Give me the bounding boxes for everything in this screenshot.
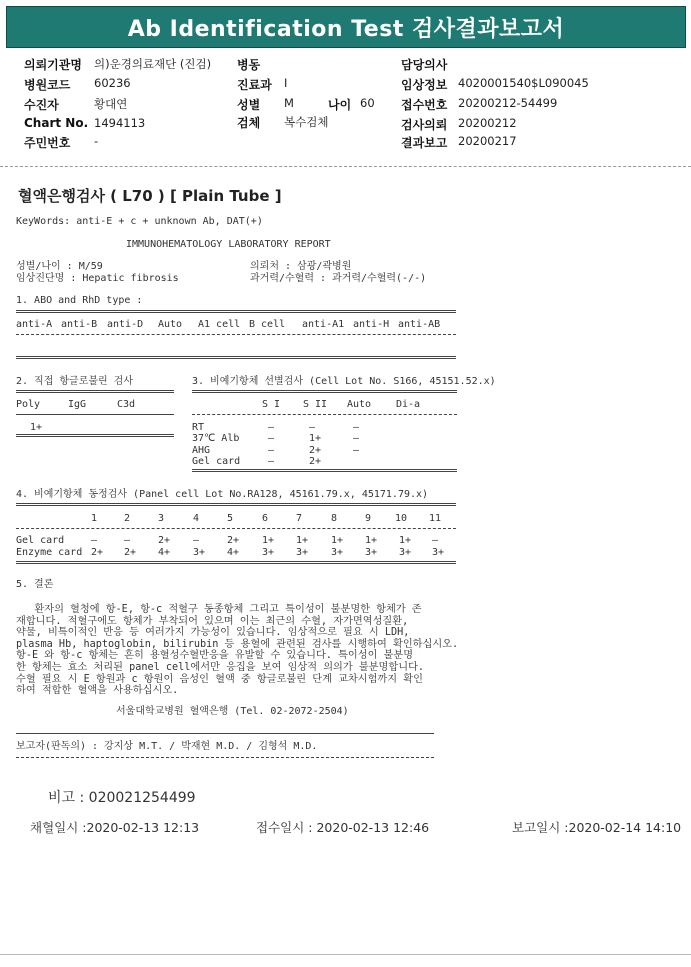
dat-title: 2. 직접 항글로불린 검사: [16, 376, 134, 387]
dat-value-poly: 1+: [30, 422, 43, 433]
panel-cell: 1+: [262, 535, 275, 546]
screen-cell: –: [353, 422, 360, 433]
panel-cell: 3+: [399, 547, 412, 558]
panel-cell: 2+: [124, 547, 137, 558]
hdr-label-ward: 병동: [237, 58, 261, 72]
panel-cell: 1+: [296, 535, 309, 546]
abo-col-anti-ab: anti-AB: [398, 319, 441, 330]
panel-title: 4. 비예기항체 동정검사 (Panel cell Lot No.RA128, 45161.79.x, 45171.79.x): [16, 489, 429, 500]
panel-rule-top: [16, 503, 456, 506]
dat-rule-bottom: [16, 434, 174, 437]
hdr-value-institution: 의)운경의료재단 (진검): [94, 57, 212, 71]
panel-cell: 2+: [91, 547, 104, 558]
abo-col-anti-h: anti-H: [353, 319, 390, 330]
hdr-value-specimen: 복수검체: [284, 115, 329, 129]
hdr-label-chart-no: Chart No.: [24, 116, 89, 130]
panel-cell: 3+: [432, 547, 445, 558]
panel-col: 2: [124, 513, 131, 524]
hdr-label-department: 진료과: [237, 78, 272, 92]
report-title: Ab Identification Test 검사결과보고서: [127, 16, 565, 42]
collection-datetime: 채혈일시 :2020-02-13 12:13: [30, 820, 200, 835]
screen-cell: –: [353, 445, 360, 456]
remark: 비고 : 020021254499: [48, 790, 196, 806]
hdr-label-resident-no: 주민번호: [24, 136, 71, 150]
hdr-label-report-date: 결과보고: [401, 136, 448, 150]
screen-cell: –: [268, 445, 275, 456]
conclusion-title: 5. 결론: [16, 579, 54, 590]
screen-col-s1: S I: [262, 399, 281, 410]
hdr-value-patient: 황대연: [94, 97, 128, 111]
hdr-label-patient: 수진자: [24, 98, 59, 112]
hdr-value-resident-no: -: [94, 134, 99, 148]
abo-col-anti-b: anti-B: [61, 319, 98, 330]
hdr-value-chart-no: 1494113: [94, 116, 146, 130]
screen-cell: 1+: [309, 433, 322, 444]
abo-title: 1. ABO and RhD type :: [16, 295, 143, 306]
screen-rule-top: [192, 390, 457, 393]
screen-cell: –: [353, 433, 360, 444]
dat-col-poly: Poly: [16, 399, 41, 410]
conclusion-text: 환자의 혈청에 항-E, 항-c 적혈구 동종항체 그리고 특이성이 불분명한 항체가 존 재합니다. 적혈구에도 항체가 부착되어 있으며 이는 최근의 수혈, 자가면역성질환, 약물, 비특이적인 반응 등 여러가지 가능성이 있습니다. 임상적으로 필요 시 LDH, plasma Hb, haptoglobin, bilirubin 등 용혈에 관련된 검사를 시행하여 확인하십시오. 항-E 와 항-c 항체는 흔히 용혈성수혈반응을 유발할 수 있습니다. 특이성이 불분명 한 항체는 효소 처리된 panel cell에서만 응집을 보여 임상적 의의가 불분명합니다. 수혈 필요 시 E 항원과 c 항원이 음성인 혈액 중 항글로불린 단계 교차시험까지 확인 하여 적합한 혈액을 사용하십시오.: [16, 604, 459, 697]
abo-col-auto: Auto: [158, 319, 183, 330]
hdr-label-specimen: 검체: [237, 116, 261, 130]
transfusion-history: 과거력/수혈력 : 과거력/수혈력(-/-): [250, 273, 427, 284]
panel-col: 10: [395, 513, 408, 524]
dat-rule-top: [16, 390, 174, 393]
panel-cell: 4+: [227, 547, 240, 558]
dat-rule-mid: [16, 414, 174, 415]
abo-col-anti-d: anti-D: [107, 319, 144, 330]
panel-col: 1: [91, 513, 98, 524]
hdr-value-report-date: 20200217: [458, 134, 517, 148]
abo-rule-mid: [16, 334, 456, 335]
hdr-value-sex: M: [284, 96, 294, 110]
panel-cell: –: [193, 535, 200, 546]
screen-cell: 2+: [309, 445, 322, 456]
screen-title: 3. 비예기항체 선별검사 (Cell Lot No. S166, 45151.52.x): [192, 376, 496, 387]
abo-col-anti-a1: anti-A1: [302, 319, 345, 330]
keywords: KeyWords: anti-E + c + unknown Ab, DAT(+): [16, 216, 263, 227]
screen-row-label: AHG: [192, 445, 211, 456]
panel-cell: 1+: [365, 535, 378, 546]
hdr-label-receipt-no: 접수번호: [401, 98, 448, 112]
report-title-bar: [6, 6, 686, 48]
panel-cell: 3+: [365, 547, 378, 558]
screen-col-auto: Auto: [347, 399, 372, 410]
panel-cell: –: [124, 535, 131, 546]
report-datetime: 보고일시 :2020-02-14 14:10: [512, 820, 682, 835]
hdr-label-sex: 성별: [237, 98, 261, 112]
abo-col-b-cell: B cell: [249, 319, 286, 330]
header-divider: [0, 166, 691, 167]
screen-cell: –: [268, 433, 275, 444]
panel-rule-bottom: [16, 561, 456, 564]
screen-cell: 2+: [309, 456, 322, 467]
reporter-rule-bottom: [16, 757, 434, 758]
panel-cell: 3+: [193, 547, 206, 558]
panel-col: 4: [193, 513, 200, 524]
panel-cell: 1+: [331, 535, 344, 546]
diagnosis: 임상진단명 : Hepatic fibrosis: [16, 273, 179, 284]
dat-col-igg: IgG: [68, 399, 87, 410]
section-title: 혈액은행검사 ( L70 ) [ Plain Tube ]: [18, 187, 282, 205]
screen-col-s2: S II: [303, 399, 328, 410]
hdr-label-clinical-info: 임상정보: [401, 78, 448, 92]
screen-row-label: 37℃ Alb: [192, 433, 240, 444]
panel-cell: 4+: [158, 547, 171, 558]
reporter-rule-top: [16, 733, 434, 734]
screen-rule-mid: [192, 414, 457, 415]
panel-rule-mid: [16, 528, 456, 529]
panel-row-label-enzyme: Enzyme card: [16, 547, 83, 558]
hdr-value-age: 60: [360, 96, 375, 110]
panel-col: 3: [158, 513, 165, 524]
abo-rule-top: [16, 310, 456, 313]
lab-report-title: IMMUNOHEMATOLOGY LABORATORY REPORT: [126, 239, 331, 250]
blood-bank-name: 서울대학교병원 혈액은행 (Tel. 02-2072-2504): [116, 706, 349, 717]
screen-row-label: Gel card: [192, 456, 241, 467]
dat-col-c3d: C3d: [117, 399, 136, 410]
reporter: 보고자(판독의) : 강지상 M.T. / 박재현 M.D. / 김형석 M.D.: [16, 741, 318, 752]
screen-cell: –: [268, 456, 275, 467]
hdr-value-hospital-code: 60236: [94, 76, 131, 90]
hdr-value-request-date: 20200212: [458, 116, 517, 130]
hdr-label-doctor: 담당의사: [401, 58, 448, 72]
panel-cell: 3+: [331, 547, 344, 558]
screen-cell: –: [268, 422, 275, 433]
panel-cell: 3+: [296, 547, 309, 558]
hdr-label-age: 나이: [328, 98, 352, 112]
hdr-label-hospital-code: 병원코드: [24, 78, 71, 92]
panel-cell: 3+: [262, 547, 275, 558]
abo-col-a1-cell: A1 cell: [198, 319, 241, 330]
panel-cell: 2+: [158, 535, 171, 546]
sex-age: 성별/나이 : M/59: [16, 261, 103, 272]
hdr-value-receipt-no: 20200212-54499: [458, 96, 558, 110]
panel-col: 5: [227, 513, 234, 524]
panel-col: 8: [331, 513, 338, 524]
receipt-datetime: 접수일시 : 2020-02-13 12:46: [256, 820, 430, 835]
panel-cell: –: [432, 535, 439, 546]
panel-col: 11: [429, 513, 442, 524]
panel-cell: –: [91, 535, 98, 546]
hdr-value-department: I: [284, 76, 288, 90]
abo-col-anti-a: anti-A: [16, 319, 53, 330]
hdr-label-request-date: 검사의뢰: [401, 118, 448, 132]
screen-cell: –: [309, 422, 316, 433]
panel-col: 6: [262, 513, 269, 524]
panel-cell: 2+: [227, 535, 240, 546]
page-bottom-line: [0, 954, 691, 955]
panel-col: 9: [365, 513, 372, 524]
hdr-label-institution: 의뢰기관명: [24, 58, 82, 72]
screen-rule-bottom: [192, 469, 457, 472]
panel-col: 7: [296, 513, 303, 524]
panel-row-label-gel: Gel card: [16, 535, 65, 546]
screen-col-dia: Di-a: [396, 399, 421, 410]
screen-row-label: RT: [192, 422, 205, 433]
requester: 의뢰처 : 삼광/곽병원: [250, 261, 352, 272]
panel-cell: 1+: [399, 535, 412, 546]
hdr-value-clinical-info: 4020001540$L090045: [458, 76, 589, 90]
abo-rule-bottom: [16, 356, 456, 359]
